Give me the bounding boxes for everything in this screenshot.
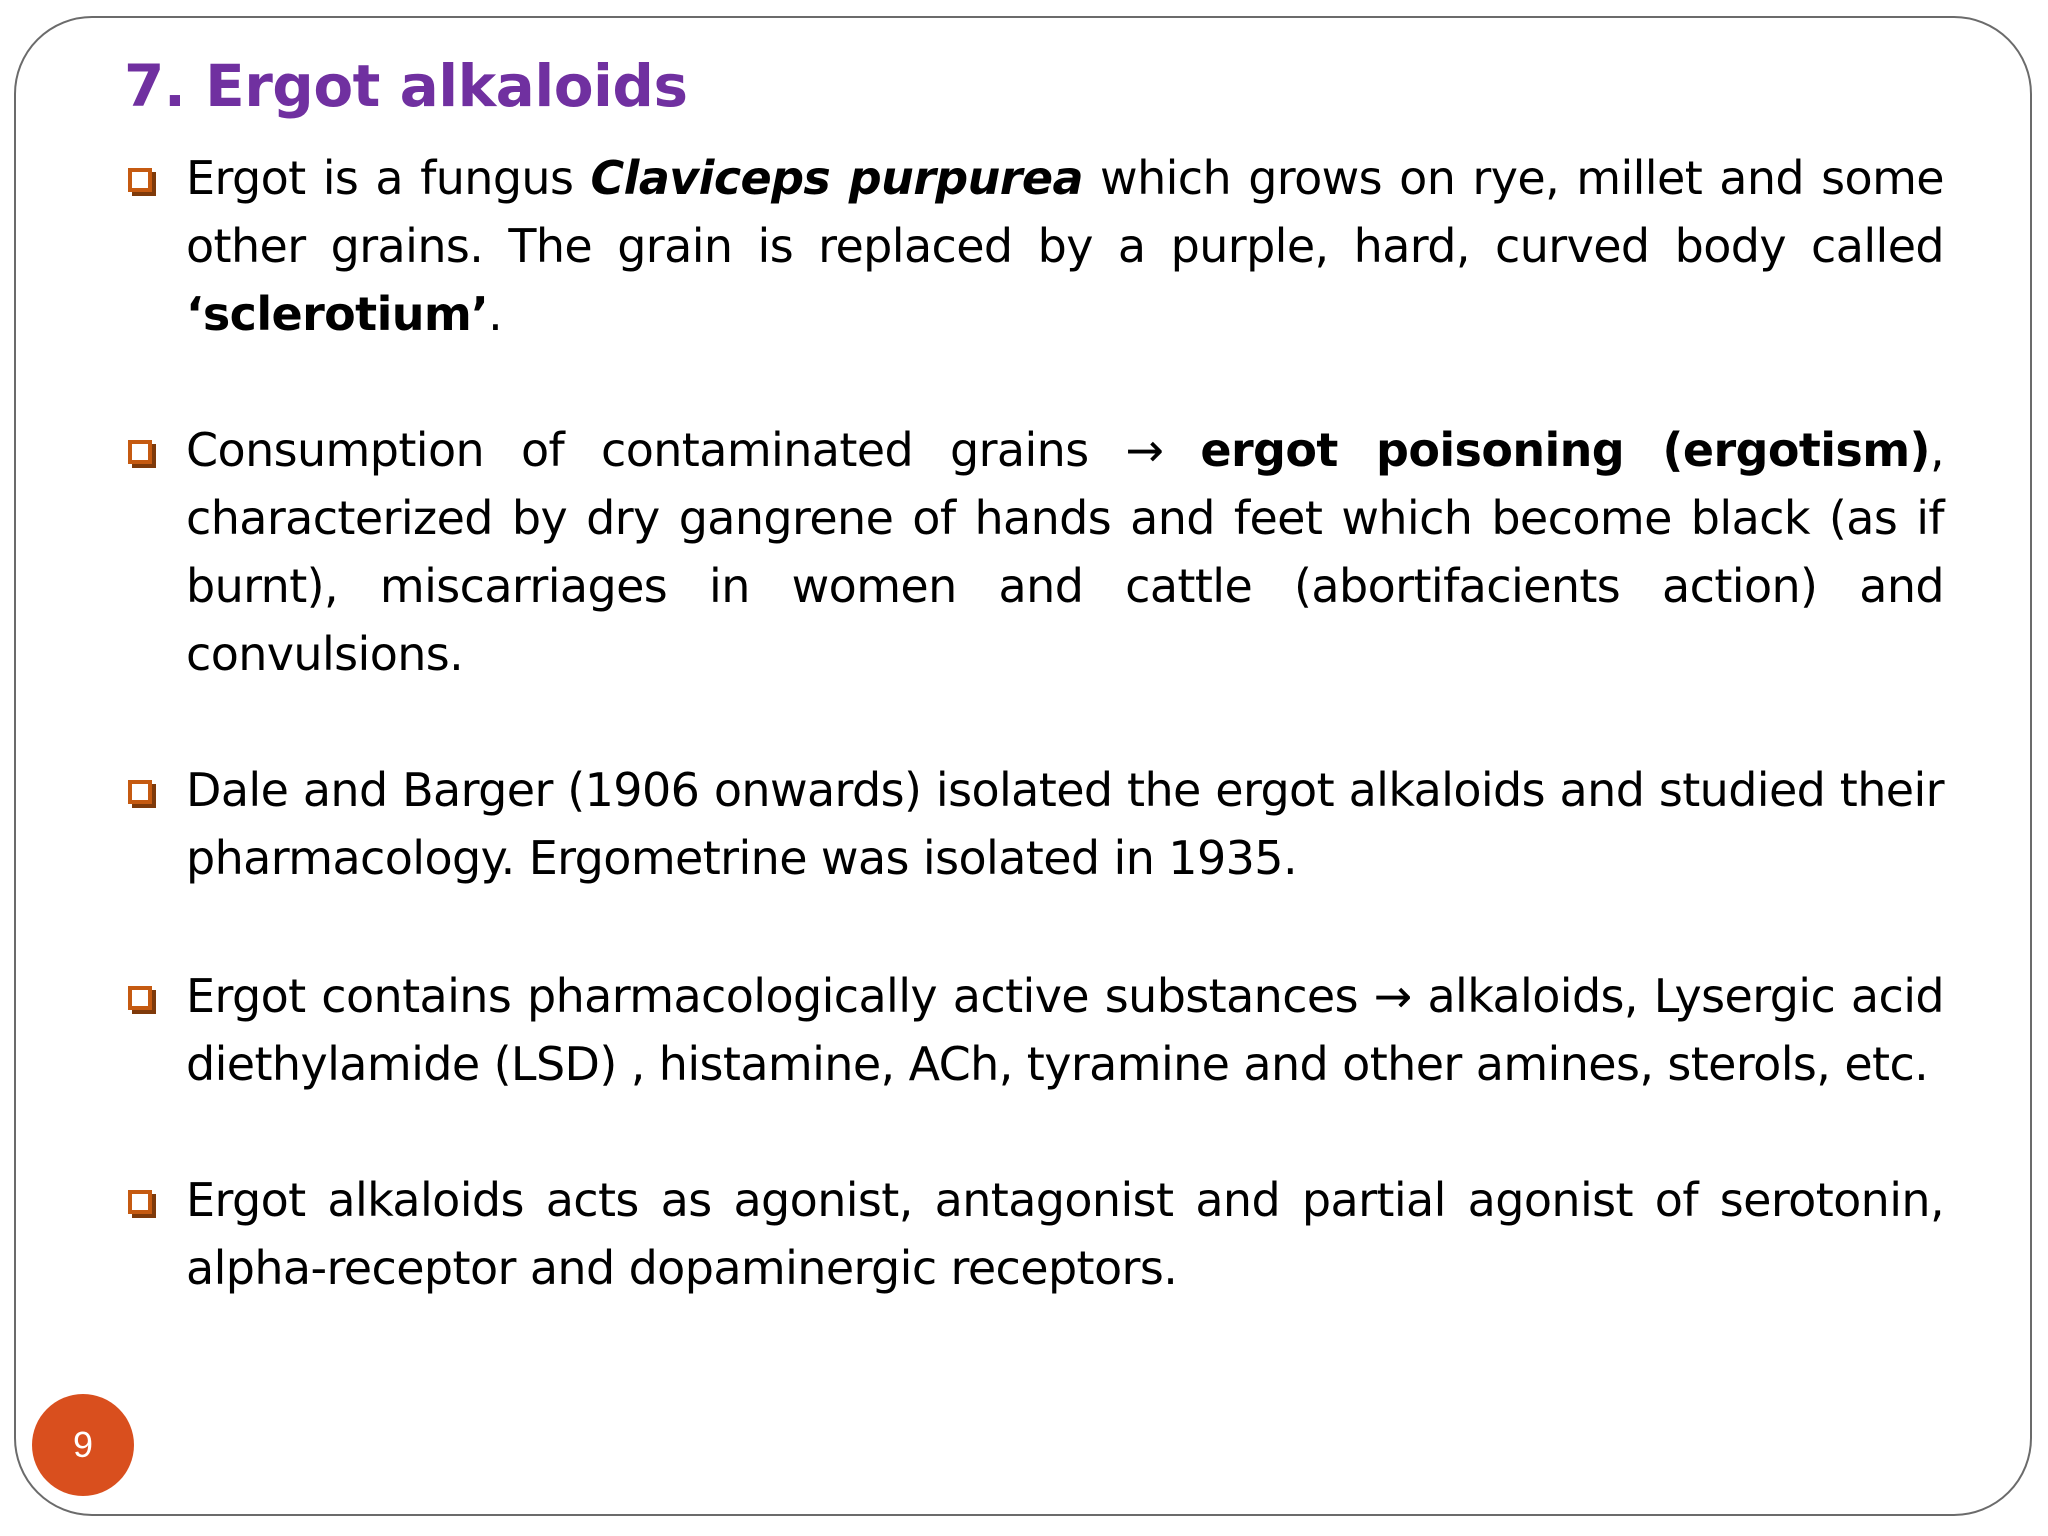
bullet-list — [124, 144, 1944, 1302]
key-term: ‘sclerotium’ — [186, 287, 489, 341]
hollow-square-bullet-icon — [128, 1190, 152, 1214]
bullet-text: . — [488, 287, 503, 341]
bullet-text: Ergot alkaloids acts as agonist, antagonist and partial agonist of serotonin, alpha-receptor and dopaminergic receptors. — [186, 1173, 1944, 1295]
bullet-text: Ergot contains pharmacologically active substances → alkaloids, Lysergic acid diethylamide (LSD) , histamine, ACh, tyramine and other amines, sterols, etc. — [186, 969, 1944, 1091]
page-number-badge: 9 — [32, 1394, 134, 1496]
key-term: ergot poisoning (ergotism) — [1200, 423, 1930, 477]
bullet-item — [124, 756, 1944, 892]
bullet-item — [124, 1166, 1944, 1302]
bullet-text: , characterized by dry gangrene of hands and feet which become black (as if burnt), miscarriages in women and cattle (abortifacients action) and convulsions. — [186, 423, 1944, 681]
hollow-square-bullet-icon — [128, 168, 152, 192]
bullet-text: Dale and Barger (1906 onwards) isolated the ergot alkaloids and studied their pharmacology. Ergometrine was isolated in 1935. — [186, 763, 1944, 885]
bullet-item — [124, 416, 1944, 688]
bullet-text: Ergot is a fungus — [186, 151, 591, 205]
slide-title: 7. Ergot alkaloids — [124, 52, 688, 120]
bullet-text: which grows on rye, millet and some other grains. The grain is replaced by a purple, hard, curved body called — [186, 151, 1944, 273]
hollow-square-bullet-icon — [128, 440, 152, 464]
species-name: Claviceps purpurea — [590, 151, 1083, 205]
hollow-square-bullet-icon — [128, 986, 152, 1010]
bullet-item — [124, 962, 1944, 1098]
hollow-square-bullet-icon — [128, 780, 152, 804]
bullet-text: Consumption of contaminated grains → — [186, 423, 1201, 477]
bullet-item — [124, 144, 1944, 348]
